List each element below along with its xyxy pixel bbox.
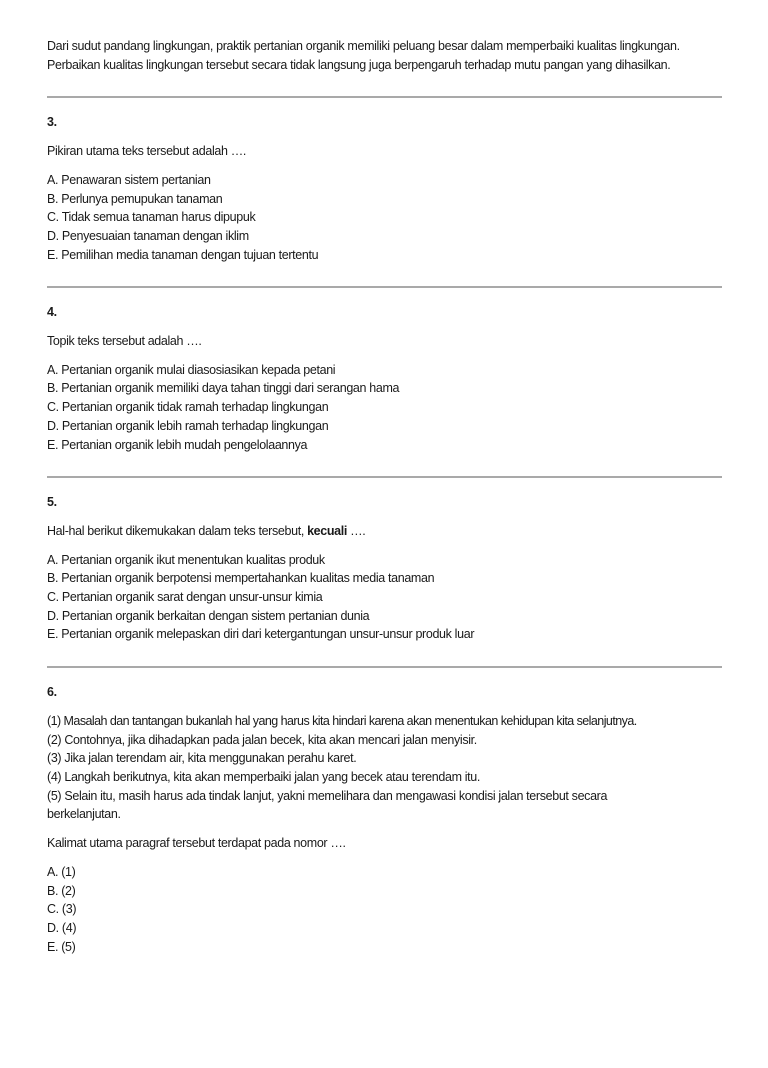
option-e: E. Pemilihan media tanaman dengan tujuan tertentu (47, 247, 319, 262)
option-a: A. Pertanian organik ikut menentukan kualitas produk (47, 552, 325, 567)
question-text (47, 522, 722, 541)
question-text: Pikiran utama teks tersebut adalah …. (47, 144, 246, 159)
option-d: D. Pertanian organik lebih ramah terhadap lingkungan (47, 418, 329, 433)
question-text-start: Hal-hal berikut dikemukakan dalam teks tersebut, (47, 523, 308, 538)
option-b: B. (2) (47, 883, 76, 898)
question-text-end: …. (347, 523, 366, 538)
section-divider (47, 666, 722, 668)
question-number: 3. (47, 115, 57, 130)
section-divider (47, 476, 722, 478)
option-a: A. Pertanian organik mulai diasosiasikan kepada petani (47, 362, 336, 377)
option-e: E. (5) (47, 939, 76, 954)
section-divider (47, 96, 722, 98)
option-c: C. Pertanian organik tidak ramah terhadap lingkungan (47, 400, 329, 415)
passage-sentence-2: (2) Contohnya, jika dihadapkan pada jalan becek, kita akan mencari jalan menyisir. (47, 732, 477, 747)
option-d: D. Pertanian organik berkaitan dengan sistem pertanian dunia (47, 608, 370, 623)
document-page (47, 37, 722, 956)
question-number: 4. (47, 305, 57, 320)
section-divider (47, 286, 722, 288)
question-number: 5. (47, 495, 57, 510)
intro-paragraph: Dari sudut pandang lingkungan, praktik pertanian organik memiliki peluang besar dalam memperbaiki kualitas lingkungan. Perbaikan kualitas lingkungan tersebut secara tidak langsung juga berpengaruh terhadap mutu pangan yang dihasilkan. (47, 39, 680, 72)
question-passage (47, 712, 722, 824)
answer-options (47, 551, 722, 645)
question-number: 6. (47, 685, 57, 700)
option-a: A. Penawaran sistem pertanian (47, 172, 211, 187)
question-keyword: kecuali (307, 523, 348, 538)
answer-options (47, 361, 722, 455)
passage-sentence-5: (5) Selain itu, masih harus ada tindak lanjut, yakni memelihara dan mengawasi kondisi jalan tersebut secara berkelanjutan. (47, 788, 608, 822)
passage-sentence-3: (3) Jika jalan terendam air, kita menggunakan perahu karet. (47, 751, 357, 766)
option-c: C. Tidak semua tanaman harus dipupuk (47, 210, 256, 225)
passage-sentence-4: (4) Langkah berikutnya, kita akan memperbaiki jalan yang becek atau terendam itu. (47, 769, 481, 784)
answer-options (47, 863, 722, 957)
question-text: Topik teks tersebut adalah …. (47, 334, 202, 349)
option-c: C. Pertanian organik sarat dengan unsur-unsur kimia (47, 590, 323, 605)
option-c: C. (3) (47, 902, 77, 917)
option-e: E. Pertanian organik lebih mudah pengelolaannya (47, 437, 308, 452)
option-b: B. Perlunya pemupukan tanaman (47, 191, 223, 206)
option-a: A. (1) (47, 864, 76, 879)
passage-sentence-1: (1) Masalah dan tantangan bukanlah hal yang harus kita hindari karena akan menentukan kehidupan kita selanjutnya. (47, 713, 637, 728)
question-text: Kalimat utama paragraf tersebut terdapat pada nomor …. (47, 836, 346, 851)
option-b: B. Pertanian organik memiliki daya tahan tinggi dari serangan hama (47, 381, 400, 396)
option-d: D. Penyesuaian tanaman dengan iklim (47, 228, 249, 243)
option-d: D. (4) (47, 920, 77, 935)
option-e: E. Pertanian organik melepaskan diri dari ketergantungan unsur-unsur produk luar (47, 627, 475, 642)
answer-options (47, 171, 722, 265)
option-b: B. Pertanian organik berpotensi mempertahankan kualitas media tanaman (47, 571, 435, 586)
